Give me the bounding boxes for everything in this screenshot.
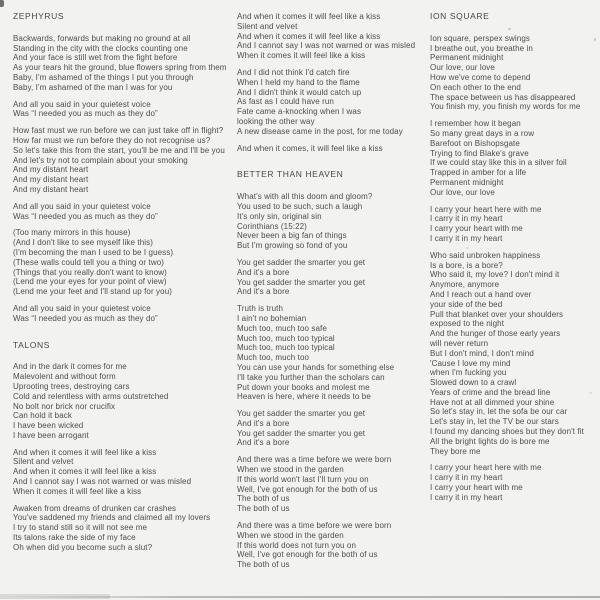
lyric-line: Corinthians (15:22) — [237, 221, 307, 231]
lyric-line: Our love, our love — [430, 63, 495, 73]
lyric-line: If this world does not turn you on — [237, 540, 357, 550]
lyric-line: Let's stay in, let the TV be our stars — [430, 417, 559, 427]
stanza — [237, 409, 429, 448]
lyric-line: Heaven is here, where it needs to be — [237, 392, 371, 402]
lyric-line: When we stood in the garden — [237, 465, 344, 475]
scan-speck — [466, 247, 469, 249]
lyric-line: The both of us — [237, 494, 290, 504]
lyric-line: I breathe out, you breathe in — [430, 43, 533, 53]
lyric-line: You get sadder the smarter you get — [237, 428, 366, 438]
lyric-line: Fate came a-knocking when I was — [237, 107, 362, 117]
lyric-line: your side of the bed — [430, 299, 503, 309]
lyric-line: But I don't mind, I don't mind — [430, 348, 534, 358]
lyric-line: Its talons rake the side of my face — [13, 533, 136, 543]
lyric-line: Standing in the city with the clocks counting one — [13, 43, 188, 53]
lyric-line: Barefoot on Bishopsgate — [430, 138, 520, 148]
lyric-line: And I reach out a hand over — [430, 289, 532, 299]
lyric-line: You get sadder the smarter you get — [237, 257, 366, 267]
lyric-line: No bolt nor brick nor crucifix — [13, 401, 116, 411]
stanza — [430, 205, 598, 244]
lyric-line: On each other to the end — [430, 82, 521, 92]
scan-speck — [589, 392, 592, 394]
lyric-line: Slowed down to a crawl — [430, 378, 517, 388]
lyric-line: Pull that blanket over your shoulders — [430, 309, 564, 319]
lyric-line: You used to be such, such a laugh — [237, 201, 363, 211]
lyric-line: And when it comes, it will feel like a kiss — [237, 143, 383, 153]
lyric-line: Uprooting trees, destroying cars — [13, 381, 130, 391]
stanza — [237, 521, 429, 570]
lyric-line: You can use your hands for something else — [237, 362, 395, 372]
lyric-line: How fast must we run before we can just take off in flight? — [13, 126, 224, 136]
lyric-line: Trapped in amber for a life — [430, 168, 527, 178]
lyric-line: (These walls could tell you a thing or two) — [13, 257, 165, 267]
lyric-line: And the hunger of those early years — [430, 329, 561, 339]
lyric-line: Silent and velvet — [13, 457, 74, 467]
lyric-line: And when it comes it will feel like a kiss — [237, 31, 381, 41]
lyric-line: So many great days in a row — [430, 128, 535, 138]
stanza — [237, 68, 429, 137]
lyric-line: Well, I've got enough for the both of us — [237, 484, 378, 494]
lyrics-column-1 — [13, 12, 228, 560]
stanza — [237, 455, 429, 514]
lyric-line: Years of crime and the bread line — [430, 387, 551, 397]
lyric-line: How we've come to depend — [430, 72, 531, 82]
song-title-better-than-heaven: BETTER THAN HEAVEN — [237, 169, 344, 180]
lyric-line: Malevolent and without form — [13, 372, 116, 382]
scan-speck — [594, 38, 596, 41]
stanza — [430, 463, 598, 502]
lyric-line: What's with all this doom and gloom? — [237, 192, 373, 202]
stanza — [13, 504, 228, 553]
lyric-line: I have been wicked — [13, 421, 84, 431]
stanza — [430, 119, 598, 197]
lyric-line: And I didn't think it would catch up — [237, 87, 362, 97]
lyric-line: Our love, our love — [430, 187, 495, 197]
lyric-line: How far must we run before they do not recognise us? — [13, 135, 211, 145]
stanza — [13, 228, 228, 297]
lyric-line: And I cannot say I was not warned or was misled — [237, 41, 416, 51]
lyrics-column-3 — [430, 12, 598, 510]
lyric-line: Permanent midnight — [430, 177, 504, 187]
lyric-line: (And I don't like to see myself like this) — [13, 238, 154, 248]
lyric-line: Was “I needed you as much as they do” — [13, 109, 158, 119]
lyric-line: Backwards, forwards but making no ground at all — [13, 33, 191, 43]
lyric-line: And I did not think I'd catch fire — [237, 67, 350, 77]
lyric-line: And let's try not to complain about your smoking — [13, 155, 188, 165]
lyric-line: (Lend me your feet and I'll stand up for you) — [13, 287, 173, 297]
lyric-line: So let's stay in, let the sofa be our car — [430, 407, 568, 417]
lyric-line: You finish my, you finish my words for me — [430, 102, 581, 112]
stanza — [237, 304, 429, 402]
lyrics-column-2 — [237, 12, 429, 577]
lyric-line: And all you said in your quietest voice — [13, 99, 151, 109]
lyric-line: Was “I needed you as much as they do” — [13, 211, 158, 221]
lyric-line: They bore me — [430, 446, 481, 456]
lyric-line: All the bright lights do is bore me — [430, 436, 550, 446]
lyric-line: And my distant heart — [13, 165, 89, 175]
lyric-line: But I'm growing so fond of you — [237, 241, 348, 251]
lyric-line: I found my dancing shoes but they don't fit — [430, 427, 584, 437]
lyric-line: As your tears hit the ground, blue flowers spring from them — [13, 63, 227, 73]
stanza — [13, 126, 228, 195]
lyric-line: Much too, much too typical — [237, 333, 335, 343]
lyric-line: And in the dark it comes for me — [13, 362, 127, 372]
lyric-line: I carry it in my heart — [430, 473, 503, 483]
lyric-line: exposed to the night — [430, 319, 505, 329]
lyric-line: I carry it in my heart — [430, 492, 503, 502]
lyric-line: And when it comes it will feel like a kiss — [237, 12, 381, 21]
lyric-line: Can hold it back — [13, 411, 72, 421]
lyric-line: I ain't no bohemian — [237, 313, 307, 323]
lyric-line: (Lend me your eyes for your point of view) — [13, 277, 167, 287]
lyric-line: The space between us has disappeared — [430, 92, 576, 102]
lyric-line: will never return — [430, 338, 489, 348]
lyric-line: Never been a big fan of things — [237, 231, 347, 241]
lyric-line: (I'm becoming the man I used to be I guess) — [13, 247, 174, 257]
lyric-line: So let's take this from the start, you'll be me and I'll be you — [13, 145, 225, 155]
lyric-line: Trying to find Blake's grave — [430, 148, 529, 158]
lyric-line: You've saddened my friends and claimed all my lovers — [13, 513, 211, 523]
lyric-line: And it's a bore — [237, 287, 290, 297]
lyric-line: I carry your heart with me — [430, 483, 523, 493]
lyric-line: And it's a bore — [237, 267, 290, 277]
lyric-line: I carry it in my heart — [430, 214, 503, 224]
lyric-line: And all you said in your quietest voice — [13, 201, 151, 211]
lyric-line: I carry it in my heart — [430, 233, 503, 243]
lyric-line: Is a bore, is a bore? — [430, 260, 503, 270]
lyric-line: Truth is truth — [237, 304, 284, 314]
lyric-line: You get sadder the smarter you get — [237, 409, 366, 419]
lyric-line: (Too many mirrors in this house) — [13, 228, 131, 238]
lyric-line: looking the other way — [237, 116, 315, 126]
song-title-ion-square: ION SQUARE — [430, 11, 490, 21]
lyric-line: Awaken from dreams of drunken car crashes — [13, 503, 177, 513]
lyric-line: I carry your heart here with me — [430, 463, 542, 473]
lyric-line: Baby, I'm ashamed of the things I put you through — [13, 72, 194, 82]
stanza — [237, 258, 429, 297]
lyric-line: The both of us — [237, 560, 290, 570]
lyric-line: Ion square, perspex swings — [430, 33, 530, 43]
lyric-line: The both of us — [237, 504, 290, 514]
lyric-line: Was “I needed you as much as they do” — [13, 313, 158, 323]
lyric-line: I'll take you further than the scholars can — [237, 372, 385, 382]
lyric-line: When it comes it will feel like a kiss — [237, 51, 366, 61]
song-title-talons: TALONS — [13, 339, 50, 350]
lyric-line: Much too, much too safe — [237, 323, 327, 333]
lyric-line: When I held my hand to the flame — [237, 77, 360, 87]
song-title-zephyrus: ZEPHYRUS — [13, 11, 65, 21]
scan-artifact-corner — [0, 0, 4, 7]
lyric-line: I carry your heart here with me — [430, 204, 542, 214]
lyric-line: And your face is still wet from the fight before — [13, 53, 178, 63]
scan-speck — [508, 28, 511, 30]
lyric-line: If this world won't last I'll turn you on — [237, 474, 369, 484]
lyric-line: I carry your heart with me — [430, 224, 523, 234]
stanza — [430, 251, 598, 457]
lyric-line: Put down your books and molest me — [237, 382, 370, 392]
lyric-line: When it comes it will feel like a kiss — [13, 486, 142, 496]
stanza — [13, 34, 228, 93]
lyric-line: And there was a time before we were born — [237, 521, 392, 531]
scan-edge-shadow — [0, 596, 600, 598]
stanza — [13, 362, 228, 440]
lyric-line: Well, I've got enough for the both of us — [237, 550, 378, 560]
stanza — [237, 192, 429, 251]
stanza — [430, 34, 598, 112]
lyric-line: As fast as I could have run — [237, 97, 334, 107]
lyric-line: when I'm fucking you — [430, 368, 507, 378]
lyric-line: Permanent midnight — [430, 53, 504, 63]
lyric-line: If we could stay like this in a silver foil — [430, 158, 567, 168]
lyric-line: I remember how it began — [430, 119, 521, 129]
lyric-line: And when it comes it will feel like a kiss — [13, 447, 157, 457]
stanza — [237, 144, 429, 154]
lyric-line: A new disease came in the post, for me today — [237, 126, 403, 136]
lyric-line: And when it comes it will feel like a kiss — [13, 467, 157, 477]
lyric-line: You get sadder the smarter you get — [237, 277, 366, 287]
lyric-line: Much too, much too typical — [237, 343, 335, 353]
lyric-line: Silent and velvet — [237, 21, 298, 31]
stanza — [13, 304, 228, 324]
lyric-line: And I cannot say I was not warned or was misled — [13, 477, 192, 487]
lyric-line: Who said unbroken happiness — [430, 250, 541, 260]
stanza — [237, 12, 429, 61]
lyric-line: I try to stand still so it will not see me — [13, 523, 148, 533]
lyric-line: When we stood in the garden — [237, 530, 344, 540]
lyric-line: I have been arrogant — [13, 430, 89, 440]
lyric-line: Anymore, anymore — [430, 280, 500, 290]
lyric-line: And all you said in your quietest voice — [13, 303, 151, 313]
stanza — [13, 448, 228, 497]
lyric-line: And there was a time before we were born — [237, 455, 392, 465]
lyric-line: Have not at all dimmed your shine — [430, 397, 555, 407]
stanza — [13, 100, 228, 120]
lyric-line: And it's a bore — [237, 438, 290, 448]
stanza — [13, 202, 228, 222]
lyric-line: Cold and relentless with arms outstretched — [13, 391, 169, 401]
lyric-line: Much too, much too — [237, 353, 310, 363]
lyric-line: And my distant heart — [13, 175, 89, 185]
lyric-line: And my distant heart — [13, 184, 89, 194]
lyric-line: Oh when did you become such a slut? — [13, 542, 153, 552]
lyric-line: (Things that you really don't want to know) — [13, 267, 167, 277]
lyric-line: Baby, I'm ashamed of the man I was for you — [13, 82, 173, 92]
lyric-line: And it's a bore — [237, 418, 290, 428]
lyric-line: It's only sin, original sin — [237, 211, 322, 221]
lyric-line: Who said it, my love? I don't mind it — [430, 270, 560, 280]
lyric-line: 'Cause I love my mind — [430, 358, 511, 368]
